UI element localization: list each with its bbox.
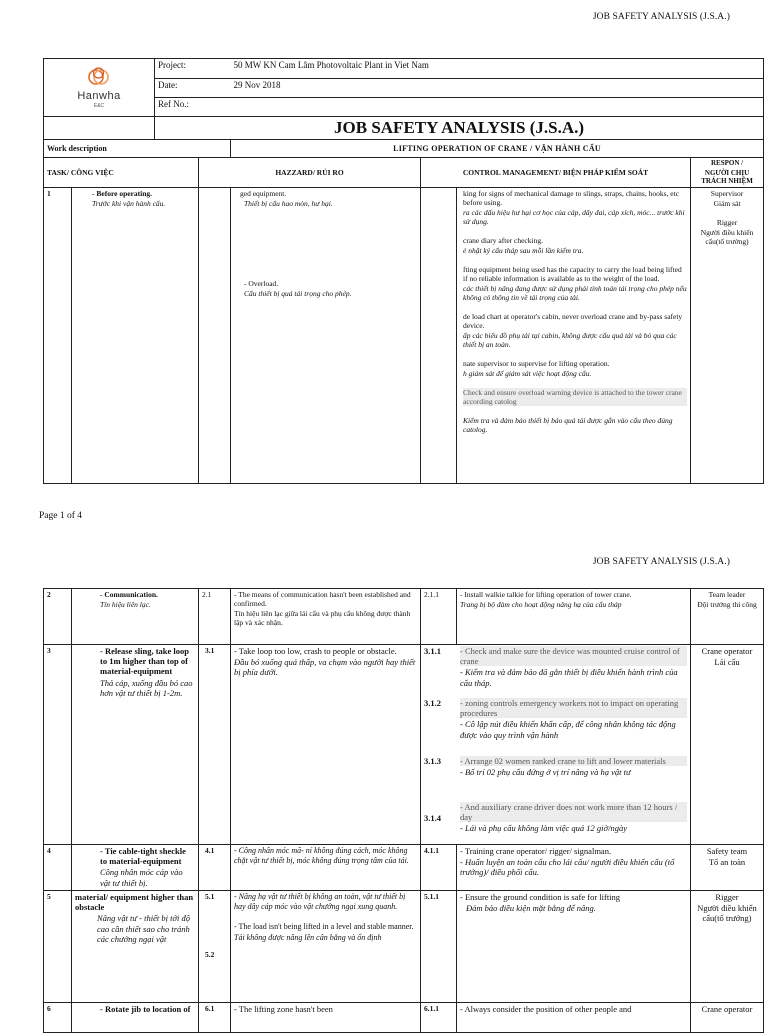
table-row — [44, 187, 764, 483]
resp-vi: Giám sát — [713, 198, 741, 208]
task-vi: Công nhân móc cáp vào vật tư thiết bị. — [100, 867, 183, 888]
control-vi: Đảm bảo điều kiện mặt bằng để nâng. — [466, 903, 596, 914]
control-no: 6.1.1 — [421, 1003, 457, 1033]
control-en: - And auxiliary crane driver does not work more than 12 hours / day — [460, 802, 687, 822]
table-row — [44, 645, 764, 845]
table-row — [44, 845, 764, 891]
task-en: material/ equipment higher than obstacle — [75, 892, 194, 913]
hazard-vi: Đầu bó xuống quá thấp, va chạm vào người hay thiết bị phía dưới. — [234, 657, 416, 678]
column-header-hazard: HAZZARD/ RỦI RO — [199, 158, 421, 187]
control-no: 3.1.2 — [424, 698, 441, 708]
hazard-vi: Tín hiệu liên lạc giữa lái cẩu và phụ cẩu không được thành lập và xác nhận. — [234, 609, 411, 627]
project-value: 50 MW KN Cam Lâm Photovoltaic Plant in Viet Nam — [231, 59, 764, 79]
task-en: - Before operating. — [92, 188, 153, 198]
control-no: 2.1.1 — [421, 589, 457, 645]
resp-vi: Đội trưởng thi công — [697, 600, 757, 609]
control-no: 4.1.1 — [421, 845, 457, 891]
control-en: - Training crane operator/ rigger/ signalman. — [460, 846, 687, 856]
work-description-label: Work description — [44, 140, 231, 158]
hanwha-logo-mark — [86, 66, 112, 88]
control-en: - Always consider the position of other people and — [457, 1003, 691, 1033]
resp-vi: Lái cẩu — [714, 657, 740, 668]
hazard-vi: Tải không được nâng lên cân bằng và ổn định — [234, 932, 382, 942]
hazard-no: 2.1 — [199, 589, 231, 645]
task-vi: Trước khi vận hành cẩu. — [92, 198, 166, 208]
resp-en: Rigger — [715, 892, 739, 902]
row-number: 5 — [44, 891, 72, 1003]
ref-label: Ref No.: — [155, 98, 231, 117]
hazard-no: 6.1 — [199, 1003, 231, 1033]
task-en: - Communication. — [100, 590, 158, 599]
date-label: Date: — [155, 79, 231, 98]
control-en: - Arrange 02 women ranked crane to lift and lower materials — [460, 756, 687, 766]
control-no: 3.1.4 — [424, 813, 441, 823]
hazard-vi: Thiết bị cẩu hao mòn, hư hại. — [244, 198, 333, 208]
resp-header-line2: NGƯỜI CHỊU TRÁCH NHIỆM — [701, 168, 753, 186]
control-en: king for signs of mechanical damage to slings, straps, chains, hooks, etc before using. — [463, 188, 680, 207]
resp-vi: Người điều khiển cẩu(tổ trưởng) — [697, 903, 757, 924]
row-number: 1 — [44, 187, 72, 483]
resp-en: Safety team — [706, 846, 748, 856]
control-en: fting equipment being used has the capacity to carry the load being lifted if no reliable information is available as to the weight of the load. — [463, 264, 682, 283]
company-logo — [44, 59, 155, 117]
hazard-en: - Take loop too low, crash to people or obstacle. — [234, 646, 397, 656]
column-header-responsible — [691, 158, 764, 187]
hazard-vi: - Công nhân móc mã- ní không đúng cách, móc không chặt vật tư thiết bị, móc không đúng trọng tâm của tải. — [231, 845, 421, 891]
control-en: Check and ensure overload warning device is attached to the tower crane according catolog — [463, 388, 687, 406]
column-header-control: CONTROL MANAGEMENT/ BIỆN PHÁP KIỂM SOÁT — [421, 158, 691, 187]
date-value: 29 Nov 2018 — [231, 79, 764, 98]
hazard-en: - Overload. — [244, 278, 279, 288]
jsa-table-page-1 — [43, 58, 764, 484]
control-vi: ẻ nhật ký cẩu tháp sau mỗi lần kiểm tra. — [463, 245, 584, 255]
control-vi: h giám sát để giám sát việc hoạt động cẩu. — [463, 368, 592, 378]
resp-vi: Người điều khiển cẩu(tổ trưởng) — [700, 227, 754, 246]
resp-en: Supervisor — [710, 188, 744, 198]
control-vi: Kiểm tra và đảm bảo thiết bị báo quá tải được gắn vào cẩu theo đúng catolog. — [463, 415, 673, 434]
control-en: - Check and make sure the device was mounted cruise control of crane — [460, 646, 687, 666]
resp-en: Crane operator — [691, 1003, 764, 1033]
task-en: - Rotate jib to location of — [72, 1003, 199, 1033]
task-en: - Tie cable-tight sheckle to material-equipment — [100, 846, 186, 867]
control-en: - Install walkie talkie for lifting operation of tower crane. — [460, 590, 632, 599]
logo-brand: Hanwha — [77, 90, 121, 103]
hazard-en: - The lifting zone hasn't been — [231, 1003, 421, 1033]
jsa-table-page-2 — [43, 588, 764, 1033]
row-number: 3 — [44, 645, 72, 845]
control-vi: - Lái và phụ cẩu không làm việc quá 12 giờ/ngày — [460, 823, 687, 833]
task-vi: Nâng vật tư - thiết bị tới độ cao cần thiết sao cho tránh các chướng ngại vật — [97, 913, 190, 944]
control-no: 5.1.1 — [421, 891, 457, 1003]
control-en: crane diary after checking. — [463, 235, 543, 245]
table-row — [44, 1003, 764, 1033]
resp-en: Team leader — [708, 590, 746, 599]
control-en: - Ensure the ground condition is safe for lifting — [460, 892, 621, 902]
hazard-vi: - Nâng hạ vật tư thiết bị không an toàn, vật tư thiết bị hay dây cáp móc vào vật chướng ngại xung quanh. — [234, 892, 406, 911]
control-vi: - Cô lập nút điều khiển khẩn cấp, để công nhân không tác động được vào quy trình vận hành — [460, 719, 687, 739]
resp-header-line1: RESPON / — [710, 159, 744, 168]
page-header-title: JOB SAFETY ANALYSIS (J.S.A.) — [592, 557, 730, 567]
hazard-no: 4.1 — [199, 845, 231, 891]
hazard-vi: Cẩu thiết bị quá tải trọng cho phép. — [244, 288, 352, 298]
control-no: 3.1.3 — [424, 756, 441, 766]
row-number: 2 — [44, 589, 72, 645]
table-row — [44, 589, 764, 645]
document-title: JOB SAFETY ANALYSIS (J.S.A.) — [155, 117, 764, 140]
hazard-no: 5.1 — [205, 892, 215, 901]
page-header-title: JOB SAFETY ANALYSIS (J.S.A.) — [592, 12, 730, 22]
hazard-en: ged equipment. — [240, 188, 287, 198]
control-vi: - Huấn luyện an toàn cẩu cho lái cẩu/ người điều khiển cẩu (tổ trưởng)/ điều phối cẩu. — [460, 857, 687, 877]
ref-value — [231, 98, 764, 117]
work-description-value: LIFTING OPERATION OF CRANE / VẬN HÀNH CẨU — [231, 140, 764, 158]
project-label: Project: — [155, 59, 231, 79]
hazard-no: 5.2 — [205, 950, 215, 959]
control-vi: ấp các biểu đồ phụ tải tại cabin, không được cẩu quá tải và bỏ qua các thiết bị an toàn. — [463, 330, 677, 349]
control-vi: Trang bị bộ đàm cho hoạt động nâng hạ của cẩu tháp — [460, 600, 622, 609]
logo-sub: E&C — [93, 103, 105, 110]
control-en: - zoning controls emergency workers not to impact on operating procedures — [460, 698, 687, 718]
resp-en: Crane operator — [701, 646, 753, 656]
resp-en: Rigger — [716, 217, 738, 227]
row-number: 6 — [44, 1003, 72, 1033]
control-vi: - Bố trí 02 phụ cẩu đứng ở vị trí nâng và hạ vật tư — [460, 767, 687, 777]
control-vi: các thiết bị nâng đang được sử dụng phải tính toán tải trọng cho phép nếu không có thông tin về tải trọng của tải. — [463, 283, 687, 302]
hazard-no: 3.1 — [199, 645, 231, 845]
task-en: - Release sling, take loop to 1m higher than top of material-equipment — [100, 646, 190, 677]
hazard-en: - The load isn't being lifted in a level and stable manner. — [234, 922, 414, 932]
hazard-en: - The means of communication hasn't been established and confirmed. — [234, 590, 411, 608]
control-no: 3.1.1 — [424, 646, 441, 656]
task-vi: Tín hiệu liên lạc. — [100, 600, 151, 609]
control-en: de load chart at operator's cabin, never overload crane and by-pass safety device. — [463, 311, 683, 330]
resp-vi: Tổ an toàn — [708, 857, 746, 868]
row-number: 4 — [44, 845, 72, 891]
control-vi: - Kiểm tra và đảm bảo đã gắn thiết bị điều khiển hành trình của cẩu tháp. — [460, 667, 687, 687]
column-header-task: TASK/ CÔNG VIỆC — [44, 158, 199, 187]
control-en: nate supervisor to supervise for lifting operation. — [463, 358, 610, 368]
control-vi: ra các dấu hiệu hư hại cơ học của cáp, dây đai, cáp xích, móc... trước khi sử dụng. — [463, 207, 685, 226]
table-row — [44, 891, 764, 1003]
page-number: Page 1 of 4 — [39, 511, 83, 521]
task-vi: Thả cáp, xuống đầu bó cao hơn vật tư thiết bị 1-2m. — [100, 677, 193, 698]
